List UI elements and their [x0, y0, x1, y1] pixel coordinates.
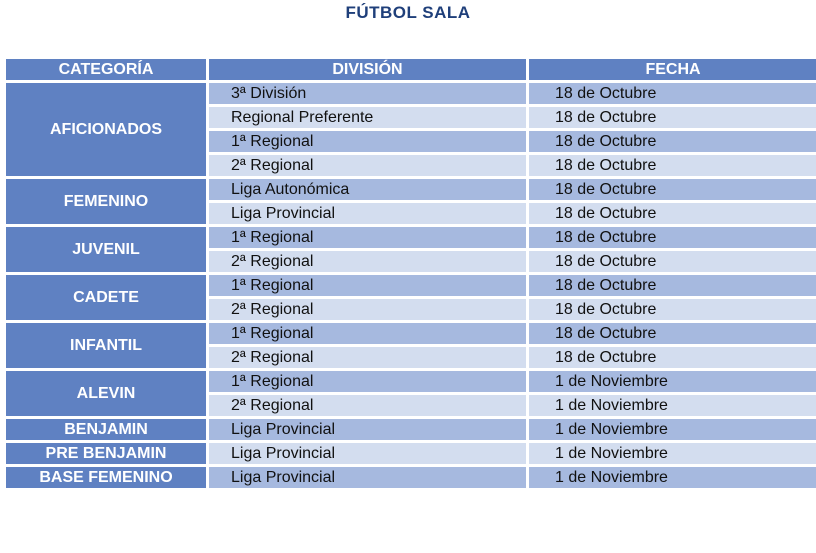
- date-cell: 18 de Octubre: [528, 226, 816, 250]
- column-header-category: CATEGORÍA: [5, 58, 208, 82]
- division-cell: Liga Provincial: [208, 466, 528, 490]
- date-cell: 18 de Octubre: [528, 250, 816, 274]
- division-cell: Liga Provincial: [208, 442, 528, 466]
- date-cell: 18 de Octubre: [528, 346, 816, 370]
- division-cell: 2ª Regional: [208, 346, 528, 370]
- date-cell: 18 de Octubre: [528, 322, 816, 346]
- division-cell: 1ª Regional: [208, 370, 528, 394]
- division-cell: 2ª Regional: [208, 298, 528, 322]
- division-cell: 1ª Regional: [208, 226, 528, 250]
- date-cell: 18 de Octubre: [528, 298, 816, 322]
- division-cell: Liga Provincial: [208, 202, 528, 226]
- table-row: [5, 466, 816, 490]
- division-cell: 2ª Regional: [208, 250, 528, 274]
- table-row: [5, 274, 816, 298]
- date-cell: 18 de Octubre: [528, 202, 816, 226]
- division-cell: 2ª Regional: [208, 394, 528, 418]
- column-header-date: FECHA: [528, 58, 816, 82]
- schedule-table: [3, 56, 816, 491]
- date-cell: 1 de Noviembre: [528, 418, 816, 442]
- category-cell: CADETE: [5, 274, 208, 322]
- category-cell: AFICIONADOS: [5, 82, 208, 178]
- table-row: [5, 82, 816, 106]
- category-cell: FEMENINO: [5, 178, 208, 226]
- page-title: FÚTBOL SALA: [345, 3, 471, 22]
- division-cell: 1ª Regional: [208, 130, 528, 154]
- date-cell: 1 de Noviembre: [528, 466, 816, 490]
- table-header-row: [5, 58, 816, 82]
- division-cell: 3ª División: [208, 82, 528, 106]
- division-cell: Liga Autonómica: [208, 178, 528, 202]
- date-cell: 1 de Noviembre: [528, 394, 816, 418]
- table-body: [5, 82, 816, 490]
- category-cell: BENJAMIN: [5, 418, 208, 442]
- date-cell: 18 de Octubre: [528, 130, 816, 154]
- date-cell: 1 de Noviembre: [528, 370, 816, 394]
- table-row: [5, 226, 816, 250]
- division-cell: 1ª Regional: [208, 274, 528, 298]
- category-cell: ALEVIN: [5, 370, 208, 418]
- division-cell: Regional Preferente: [208, 106, 528, 130]
- date-cell: 18 de Octubre: [528, 82, 816, 106]
- date-cell: 18 de Octubre: [528, 274, 816, 298]
- table-row: [5, 442, 816, 466]
- table-row: [5, 418, 816, 442]
- table-row: [5, 322, 816, 346]
- date-cell: 18 de Octubre: [528, 106, 816, 130]
- division-cell: Liga Provincial: [208, 418, 528, 442]
- category-cell: JUVENIL: [5, 226, 208, 274]
- category-cell: PRE BENJAMIN: [5, 442, 208, 466]
- category-cell: BASE FEMENINO: [5, 466, 208, 490]
- date-cell: 18 de Octubre: [528, 154, 816, 178]
- date-cell: 18 de Octubre: [528, 178, 816, 202]
- date-cell: 1 de Noviembre: [528, 442, 816, 466]
- column-header-division: DIVISIÓN: [208, 58, 528, 82]
- division-cell: 1ª Regional: [208, 322, 528, 346]
- table-row: [5, 178, 816, 202]
- table-row: [5, 370, 816, 394]
- division-cell: 2ª Regional: [208, 154, 528, 178]
- category-cell: INFANTIL: [5, 322, 208, 370]
